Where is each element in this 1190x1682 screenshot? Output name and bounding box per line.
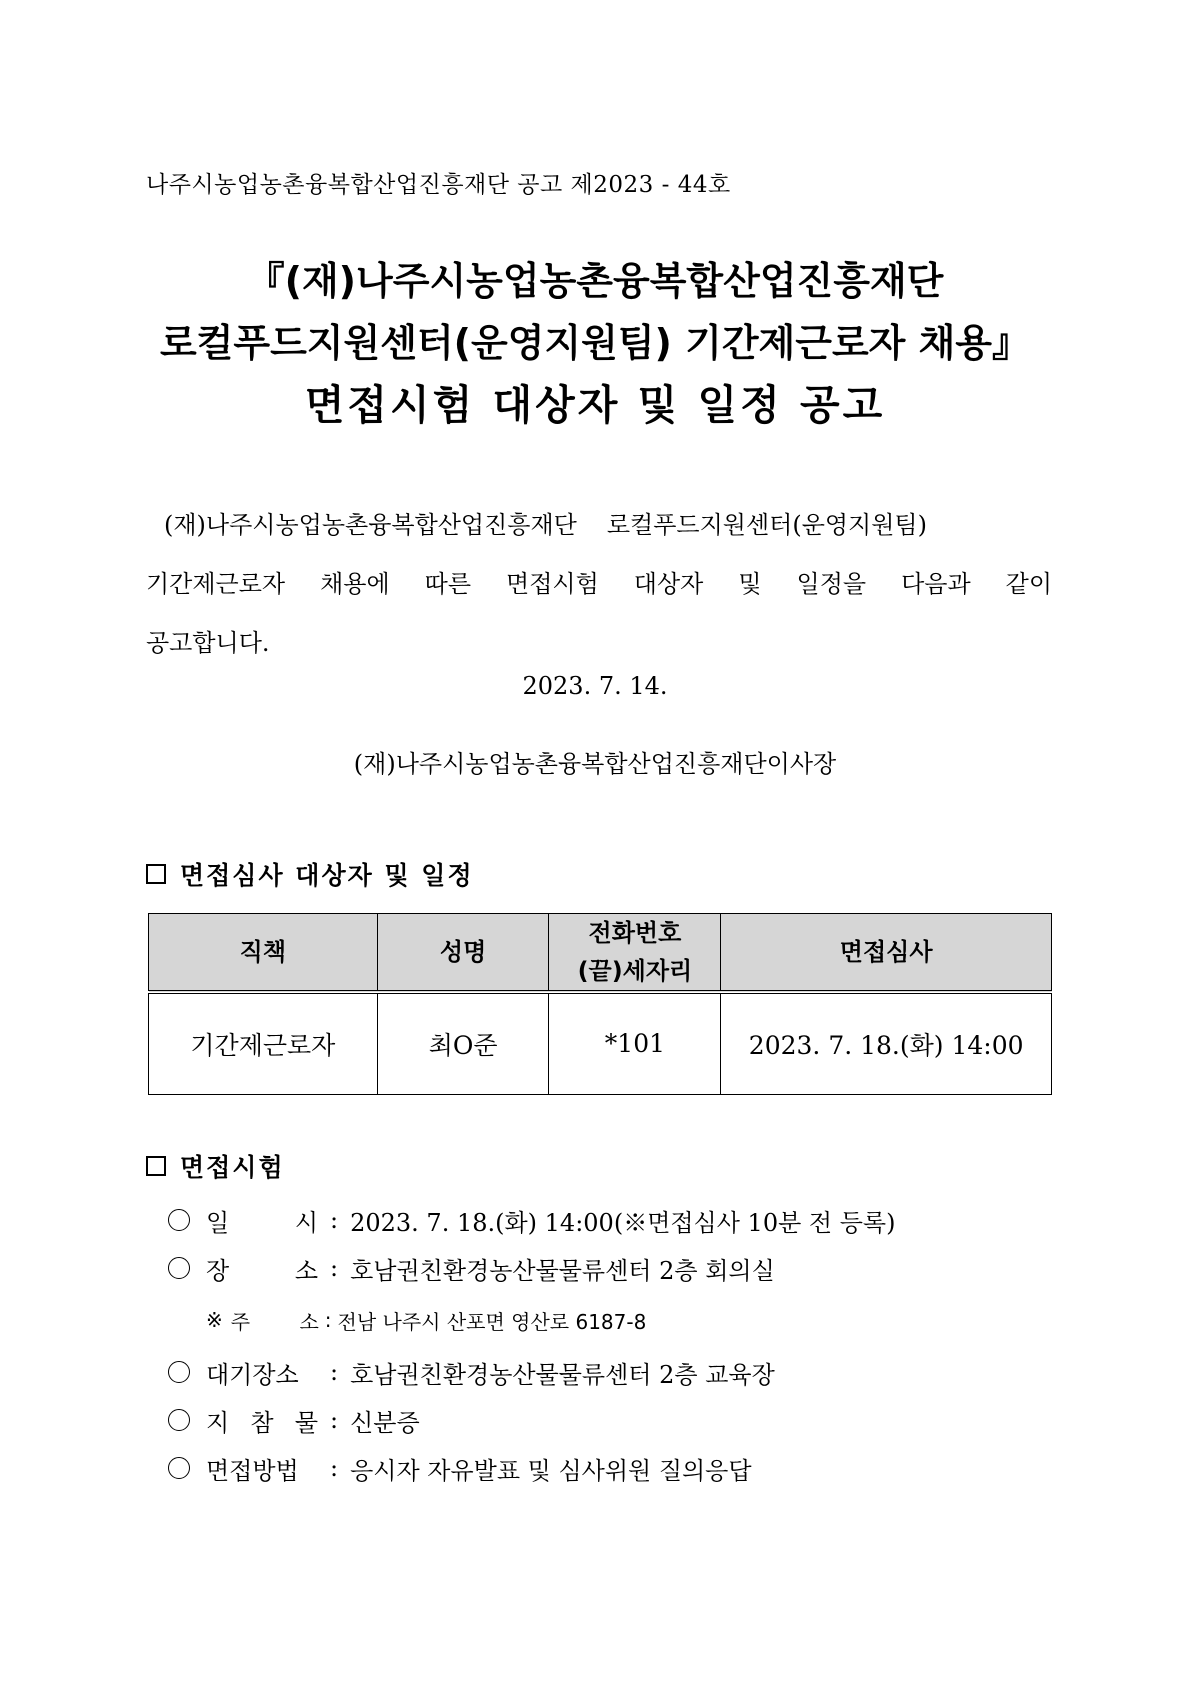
section-heading-schedule: [146, 856, 474, 892]
item-value: 응시자 자유발표 및 심사위원 질의응답: [350, 1456, 752, 1485]
interview-schedule-table: [148, 913, 1052, 1095]
header-interview: 면접심사: [721, 914, 1052, 993]
item-label: 주 소: [230, 1309, 319, 1334]
circle-bullet-icon: [168, 1457, 190, 1479]
body-line-2: 기간제근로자 채용에 따른 면접시험 대상자 및 일정을 다음과 같이: [146, 570, 1052, 598]
header-phone: [549, 914, 721, 993]
item-value: 2023. 7. 18.(화) 14:00(※면접심사 10분 전 등록): [350, 1208, 896, 1237]
cell-position: 기간제근로자: [149, 992, 378, 1094]
list-item: 면접방법 : 응시자 자유발표 및 심사위원 질의응답: [168, 1444, 895, 1492]
table-row: [149, 992, 1052, 1094]
item-label: 지 참 물: [206, 1408, 318, 1437]
list-item: 일 시 : 2023. 7. 18.(화) 14:00(※면접심사 10분 전 등록): [168, 1196, 895, 1244]
item-label: 장 소: [206, 1256, 318, 1285]
circle-bullet-icon: [168, 1209, 190, 1231]
header-phone-line-1: 전화번호: [588, 919, 682, 947]
list-item: 대기장소 : 호남권친환경농산물물류센터 2층 교육장: [168, 1348, 895, 1396]
interview-details-list: [168, 1196, 895, 1492]
item-value: 전남 나주시 산포면 영산로 6187-8: [337, 1309, 647, 1334]
body-line-1-org: (재)나주시농업농촌융복합산업진흥재단: [164, 511, 577, 539]
announcement-number: 나주시농업농촌융복합산업진흥재단 공고 제2023 - 44호: [146, 172, 731, 198]
circle-bullet-icon: [168, 1361, 190, 1383]
circle-bullet-icon: [168, 1257, 190, 1279]
checkbox-square-icon: [146, 1156, 166, 1176]
header-phone-line-2: (끝)세자리: [577, 957, 693, 985]
item-label: 일 시: [206, 1208, 318, 1237]
header-name: 성명: [377, 914, 549, 993]
list-item: 지 참 물 : 신분증: [168, 1396, 895, 1444]
list-item-note: ※ 주 소 : 전남 나주시 산포면 영산로 6187-8: [168, 1292, 895, 1348]
table-header-row: [149, 914, 1052, 993]
document-title: [0, 250, 1190, 436]
item-label: 면접방법: [206, 1456, 299, 1485]
announcement-date: 2023. 7. 14.: [522, 672, 668, 700]
header-position: 직책: [149, 914, 378, 993]
body-line-1: [146, 496, 1052, 555]
circle-bullet-icon: [168, 1409, 190, 1431]
body-line-3: 공고합니다.: [146, 629, 270, 657]
cell-name: 최O준: [377, 992, 549, 1094]
cell-phone: *101: [549, 992, 721, 1094]
item-label: 대기장소: [206, 1360, 299, 1389]
title-line-3: 면접시험 대상자 및 일정 공고: [304, 381, 886, 429]
body-paragraph: [146, 496, 1052, 673]
item-value: 신분증: [350, 1408, 420, 1437]
section-heading-text: 면접심사 대상자 및 일정: [180, 861, 474, 890]
note-mark: ※: [206, 1308, 223, 1332]
section-heading-interview: [146, 1148, 285, 1184]
issuer-name: (재)나주시농업농촌융복합산업진흥재단이사장: [353, 750, 837, 778]
item-value: 호남권친환경농산물물류센터 2층 회의실: [350, 1256, 775, 1285]
cell-interview: 2023. 7. 18.(화) 14:00: [721, 992, 1052, 1094]
section-heading-text: 면접시험: [180, 1153, 285, 1182]
title-line-1: 『(재)나주시농업농촌융복합산업진흥재단: [246, 259, 944, 303]
checkbox-square-icon: [146, 864, 166, 884]
list-item: 장 소 : 호남권친환경농산물물류센터 2층 회의실: [168, 1244, 895, 1292]
body-line-1-dept: 로컬푸드지원센터(운영지원팀): [606, 511, 927, 539]
title-line-2: 로컬푸드지원센터(운영지원팀) 기간제근로자 채용』: [159, 321, 1031, 365]
item-value: 호남권친환경농산물물류센터 2층 교육장: [350, 1360, 775, 1389]
